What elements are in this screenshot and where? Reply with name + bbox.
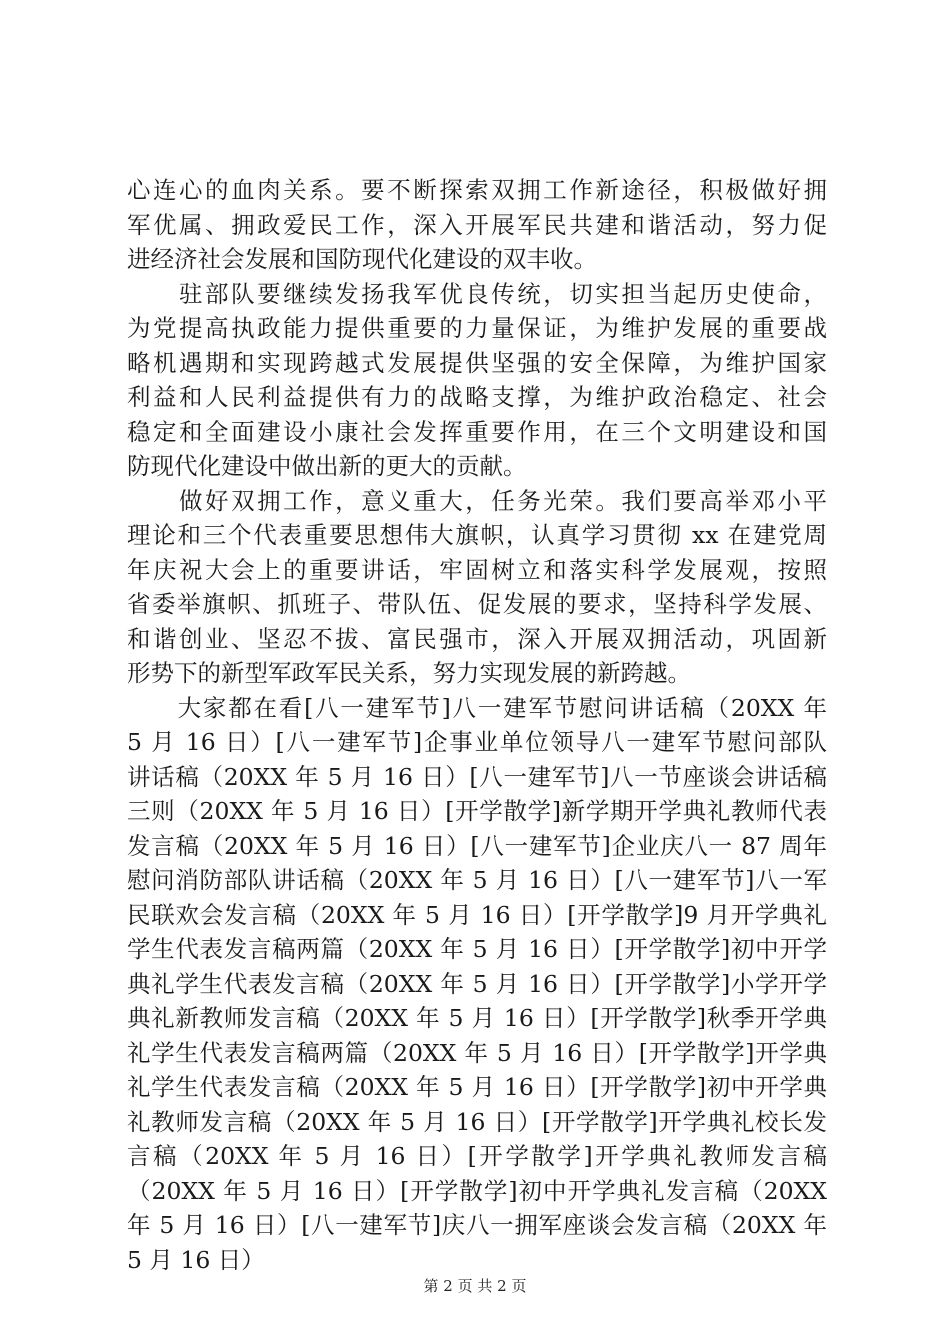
text-line: 礼教师发言稿（20XX 年 5 月 16 日）[开学散学]开学典礼校长发 xyxy=(127,1107,827,1136)
text-line: 做好双拥工作，意义重大，任务光荣。我们要高举邓小平 xyxy=(127,486,827,515)
text-line: 学生代表发言稿两篇（20XX 年 5 月 16 日）[开学散学]初中开学 xyxy=(127,935,827,963)
text-line: 典礼学生代表发言稿（20XX 年 5 月 16 日）[开学散学]小学开学 xyxy=(127,969,827,998)
text-line: 略机遇期和实现跨越式发展提供坚强的安全保障，为维护国家 xyxy=(127,348,827,377)
text-line: 典礼新教师发言稿（20XX 年 5 月 16 日）[开学散学]秋季开学典 xyxy=(127,1004,827,1032)
text-line: （20XX 年 5 月 16 日）[开学散学]初中开学典礼发言稿（20XX xyxy=(127,1176,827,1205)
text-line: 军优属、拥政爱民工作，深入开展军民共建和谐活动，努力促 xyxy=(127,210,827,239)
text-line: 5 月 16 日） xyxy=(127,1245,265,1274)
text-line: 稳定和全面建设小康社会发挥重要作用，在三个文明建设和国 xyxy=(127,417,827,446)
text-line: 言稿（20XX 年 5 月 16 日）[开学散学]开学典礼教师发言稿 xyxy=(127,1142,827,1170)
text-line: 省委举旗帜、抓班子、带队伍、促发展的要求，坚持科学发展、 xyxy=(127,590,827,618)
text-line: 进经济社会发展和国防现代化建设的双丰收。 xyxy=(127,245,597,273)
text-line: 礼学生代表发言稿（20XX 年 5 月 16 日）[开学散学]初中开学典 xyxy=(127,1073,827,1101)
text-line: 为党提高执政能力提供重要的力量保证，为维护发展的重要战 xyxy=(127,314,827,342)
text-line: 和谐创业、坚忍不拔、富民强市，深入开展双拥活动，巩固新 xyxy=(127,624,827,653)
text-line: 民联欢会发言稿（20XX 年 5 月 16 日）[开学散学]9 月开学典礼 xyxy=(127,900,827,929)
text-line: 年 5 月 16 日）[八一建军节]庆八一拥军座谈会发言稿（20XX 年 xyxy=(127,1211,827,1239)
text-line: 形势下的新型军政军民关系，努力实现发展的新跨越。 xyxy=(127,659,691,687)
text-line: 慰问消防部队讲话稿（20XX 年 5 月 16 日）[八一建军节]八一军 xyxy=(127,866,827,894)
text-line: 发言稿（20XX 年 5 月 16 日）[八一建军节]企业庆八一 87 周年 xyxy=(127,831,827,860)
text-line: 驻部队要继续发扬我军优良传统，切实担当起历史使命， xyxy=(127,279,827,308)
text-line: 心连心的血肉关系。要不断探索双拥工作新途径，积极做好拥 xyxy=(127,176,827,204)
text-line: 5 月 16 日）[八一建军节]企事业单位领导八一建军节慰问部队 xyxy=(127,728,827,756)
text-line: 大家都在看[八一建军节]八一建军节慰问讲话稿（20XX 年 xyxy=(127,693,827,722)
page-footer: 第 2 页 共 2 页 xyxy=(423,1277,527,1295)
document-body xyxy=(127,173,827,1277)
text-line: 防现代化建设中做出新的更大的贡献。 xyxy=(127,452,527,480)
text-line: 理论和三个代表重要思想伟大旗帜，认真学习贯彻 xx 在建党周 xyxy=(127,521,827,549)
text-line: 三则（20XX 年 5 月 16 日）[开学散学]新学期开学典礼教师代表 xyxy=(127,797,827,825)
text-line: 讲话稿（20XX 年 5 月 16 日）[八一建军节]八一节座谈会讲话稿 xyxy=(127,762,827,791)
text-line: 礼学生代表发言稿两篇（20XX 年 5 月 16 日）[开学散学]开学典 xyxy=(127,1038,827,1067)
text-line: 年庆祝大会上的重要讲话，牢固树立和落实科学发展观，按照 xyxy=(127,555,827,584)
text-line: 利益和人民利益提供有力的战略支撑，为维护政治稳定、社会 xyxy=(127,383,827,411)
